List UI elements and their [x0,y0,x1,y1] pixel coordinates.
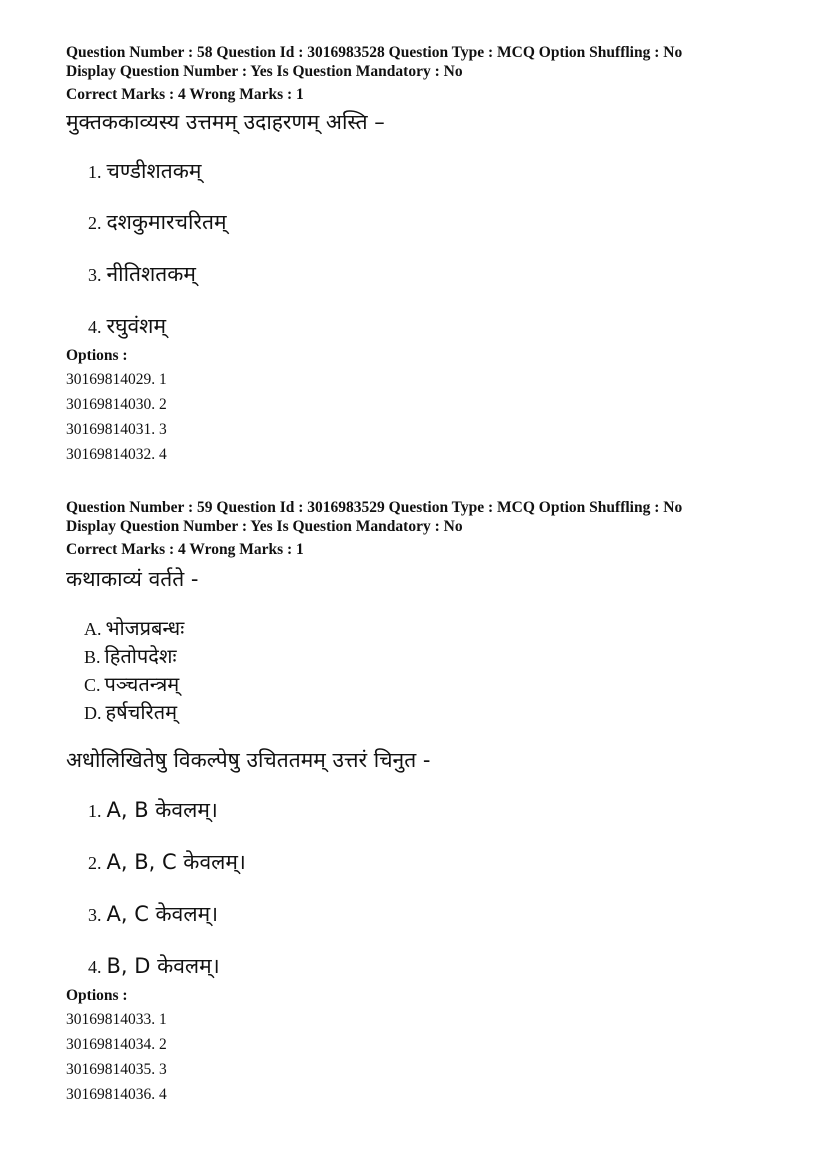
statement-label: A. [84,619,102,639]
q59-choice-2 [88,848,246,877]
q59-question-stem: कथाकाव्यं वर्तते - [66,567,199,591]
q59-instruction: अधोलिखितेषु विकल्पेषु उचिततमम् उत्तरं चिनुत - [66,748,431,772]
statement-text: पञ्चतन्त्रम् [104,672,180,696]
q58-choice-1 [88,157,201,186]
statement-label: C. [84,675,101,695]
q59-marks-line: Correct Marks : 4 Wrong Marks : 1 [66,541,304,558]
q59-option-2: 30169814034. 2 [66,1036,167,1053]
choice-number: 4. [88,957,102,977]
q58-choice-2 [88,208,227,237]
choice-number: 2. [88,853,102,873]
choice-text: चण्डीशतकम् [106,159,202,183]
choice-text: A, C केवलम्। [106,902,219,926]
q59-statement-c [84,671,179,698]
statement-label: D. [84,703,102,723]
choice-text: नीतिशतकम् [106,262,196,286]
choice-number: 1. [88,162,102,182]
q59-option-3: 30169814035. 3 [66,1061,167,1078]
q59-option-4: 30169814036. 4 [66,1086,167,1103]
statement-label: B. [84,647,101,667]
q59-statement-a [84,615,184,642]
q58-choice-3 [88,260,196,289]
q58-choice-4 [88,312,166,341]
choice-number: 2. [88,213,102,233]
q59-statement-b [84,643,177,670]
q59-choice-3 [88,900,218,929]
choice-text: A, B, C केवलम्। [106,850,246,874]
statement-text: हितोपदेशः [104,644,177,668]
q58-option-1: 30169814029. 1 [66,371,167,388]
q59-statement-d [84,699,177,726]
q59-meta-line-1: Question Number : 59 Question Id : 3016983529 Question Type : MCQ Option Shuffling : No [66,499,683,516]
choice-number: 1. [88,801,102,821]
choice-number: 3. [88,265,102,285]
choice-text: A, B केवलम्। [106,798,218,822]
choice-text: रघुवंशम् [106,314,167,338]
q58-option-2: 30169814030. 2 [66,396,167,413]
q58-option-3: 30169814031. 3 [66,421,167,438]
statement-text: भोजप्रबन्धः [105,616,185,640]
q58-marks-line: Correct Marks : 4 Wrong Marks : 1 [66,86,304,103]
q59-options-label: Options : [66,987,128,1004]
statement-text: हर्षचरितम् [105,700,178,724]
choice-number: 3. [88,905,102,925]
q59-option-1: 30169814033. 1 [66,1011,167,1028]
q59-choice-4 [88,952,220,981]
q59-choice-1 [88,796,218,825]
q58-question-stem: मुक्तककाव्यस्य उत्तमम् उदाहरणम् अस्ति – [66,110,385,134]
q58-meta-line-1: Question Number : 58 Question Id : 3016983528 Question Type : MCQ Option Shuffling : No [66,44,683,61]
choice-text: B, D केवलम्। [106,954,220,978]
q58-meta-line-2: Display Question Number : Yes Is Question Mandatory : No [66,63,463,80]
q58-options-label: Options : [66,347,128,364]
choice-number: 4. [88,317,102,337]
choice-text: दशकुमारचरितम् [106,210,227,234]
q59-meta-line-2: Display Question Number : Yes Is Question Mandatory : No [66,518,463,535]
q58-option-4: 30169814032. 4 [66,446,167,463]
